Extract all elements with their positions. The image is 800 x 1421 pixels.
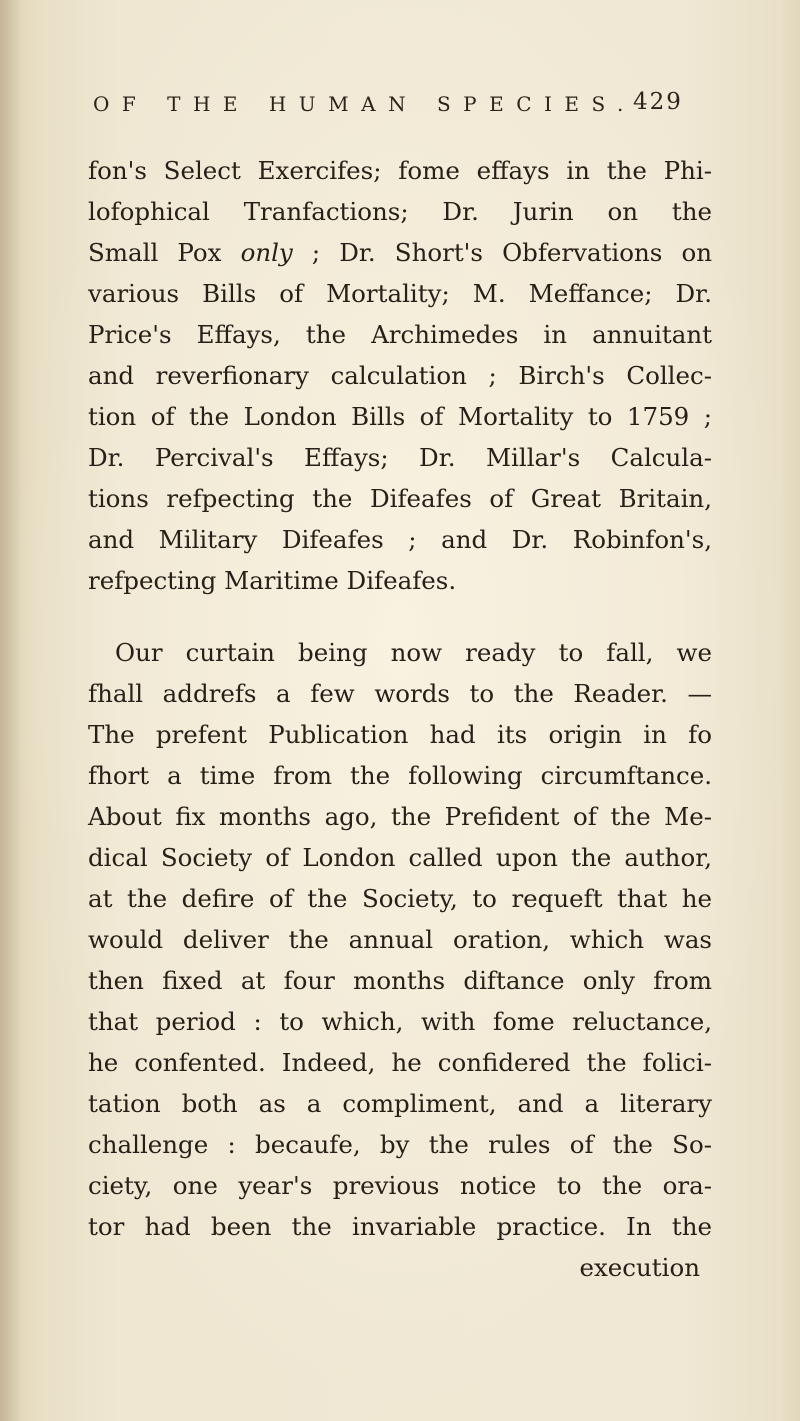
text-line: tions refpecting the Difeafes of Great Britain, <box>88 484 712 513</box>
text-line: Our curtain being now ready to fall, we <box>115 638 712 667</box>
text-line: and Military Difeafes ; and Dr. Robinfon's, <box>88 525 712 554</box>
text-line: ciety, one year's previous notice to the ora- <box>88 1171 712 1200</box>
text-line: fhall addrefs a few words to the Reader. — <box>88 679 712 708</box>
text-line: fon's Select Exercifes; fome effays in the Phi- <box>88 156 712 185</box>
text-line: tion of the London Bills of Mortality to 1759 ; <box>88 402 712 431</box>
paragraph-gap <box>88 601 712 632</box>
text-line: fhort a time from the following circumftance. <box>88 761 712 790</box>
text-line: and reverfionary calculation ; Birch's Collec- <box>88 361 712 390</box>
text-line <box>88 232 712 273</box>
running-head-title: OF THE HUMAN SPECIES. <box>93 92 636 116</box>
text-line: dical Society of London called upon the author, <box>88 843 712 872</box>
running-head <box>93 89 698 132</box>
text-line: challenge : becaufe, by the rules of the So- <box>88 1130 712 1159</box>
text-line: would deliver the annual oration, which was <box>88 925 712 954</box>
text-fragment: ; Dr. Short's Obfervations on <box>292 238 712 267</box>
text-fragment: Small Pox <box>88 238 241 267</box>
text-line: that period : to which, with fome reluctance, <box>88 1007 712 1036</box>
text-line: tation both as a compliment, and a literary <box>88 1089 712 1118</box>
italic-word: only <box>240 238 293 267</box>
text-line: various Bills of Mortality; M. Meffance; Dr. <box>88 279 712 308</box>
body-text <box>88 150 712 1288</box>
text-line: tor had been the invariable practice. In the <box>88 1212 712 1241</box>
text-line: About fix months ago, the Prefident of the Me- <box>88 802 712 831</box>
text-line: refpecting Maritime Difeafes. <box>88 566 457 595</box>
text-line: then fixed at four months diftance only from <box>88 966 712 995</box>
page-number: 429 <box>633 89 683 115</box>
text-line: he confented. Indeed, he confidered the folici- <box>88 1048 712 1077</box>
text-line: Dr. Percival's Effays; Dr. Millar's Calcula- <box>88 443 712 472</box>
text-line: The prefent Publication had its origin in fo <box>88 720 712 749</box>
text-line: Price's Effays, the Archimedes in annuitant <box>88 320 712 349</box>
text-line: at the defire of the Society, to requeft that he <box>88 884 712 913</box>
text-line: lofophical Tranfactions; Dr. Jurin on the <box>88 197 712 226</box>
catchword: execution <box>579 1253 700 1282</box>
